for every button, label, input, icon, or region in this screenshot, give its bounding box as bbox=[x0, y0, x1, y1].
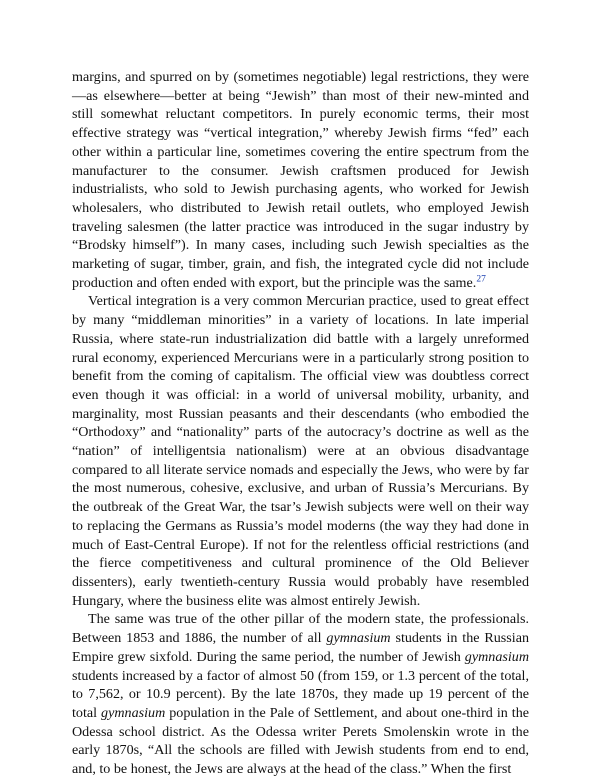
paragraph-1-text: margins, and spurred on by (sometimes negotiable) legal restrictions, they were —as elsewhere—better at being “Jewish” than most of their new-minted and still somewhat reluctant competitors. In purely economic terms, their most effective strategy was “vertical integration,” whereby Jewish firms “fed” each other within a particular line, sometimes covering the entire spectrum from the manufacturer to the consumer. Jewish craftsmen produced for Jewish industrialists, who sold to Jewish purchasing agents, who worked for Jewish wholesalers, who distributed to Jewish retail outlets, who employed Jewish traveling salesmen (the latter practice was introduced in the sugar industry by “Brodsky himself”). In many cases, including such Jewish specialties as the marketing of sugar, timber, grain, and fish, the integrated cycle did not include production and often ended with export, but the principle was the same. bbox=[72, 69, 529, 291]
paragraph-2 bbox=[72, 292, 529, 610]
paragraph-3-italic-term-3: gymnasium bbox=[101, 704, 166, 721]
paragraph-3-italic-term-1: gymnasium bbox=[326, 630, 391, 647]
body-text bbox=[72, 68, 529, 779]
paragraph-3-text-4: population in the Pale of Settlement, and about one-third in the Odessa school district. As the Odessa writer Perets Smolenskin wrote in the early 1870s, “All the schools are filled with Jewish students from end to end, and, to be honest, the Jews are always at the head of the class.” When the first bbox=[72, 704, 529, 778]
paragraph-3-text-2: students in the Russian Empire grew sixfold. During the same period, the number of Jewish bbox=[72, 630, 529, 665]
paragraph-2-text: Vertical integration is a very common Mercurian practice, used to great effect by many “middleman minorities” in a variety of locations. In late imperial Russia, where state-run industrialization did battle with a largely unreformed rural economy, experienced Mercurians were in a particularly strong position to benefit from the coming of capitalism. The official view was doubtless correct even though it was official: in a world of universal mobility, urbanity, and marginality, most Russian peasants and their descendants (who embodied the “Orthodoxy” and “nationality” parts of the autocracy’s doctrine as well as the “nation” of intelligentsia nationalism) were at an obvious disadvantage compared to all literate service nomads and especially the Jews, who were by far the most numerous, cohesive, exclusive, and urban of Russia’s Mercurians. By the outbreak of the Great War, the tsar’s Jewish subjects were well on their way to replacing the Germans as Russia’s model moderns (the way they had done in much of East-Central Europe). If not for the relentless official restrictions (and the fierce competitiveness and cultural prominence of the Old Believer dissenters), early twentieth-century Russia would probably have resembled Hungary, where the business elite was almost entirely Jewish. bbox=[72, 293, 529, 609]
paragraph-3-text-3: students increased by a factor of almost 50 (from 159, or 1.3 percent of the total, to 7,562, or 10.9 percent). By the late 1870s, they made up 19 percent of the total bbox=[72, 667, 529, 721]
paragraph-3 bbox=[72, 610, 529, 778]
paragraph-3-italic-term-2: gymnasium bbox=[464, 648, 529, 665]
paragraph-1 bbox=[72, 68, 529, 292]
footnote-reference-27[interactable]: 27 bbox=[476, 274, 486, 285]
paragraph-3-text-1: The same was true of the other pillar of the modern state, the professionals. Between 1853 and 1886, the number of all bbox=[72, 611, 529, 647]
